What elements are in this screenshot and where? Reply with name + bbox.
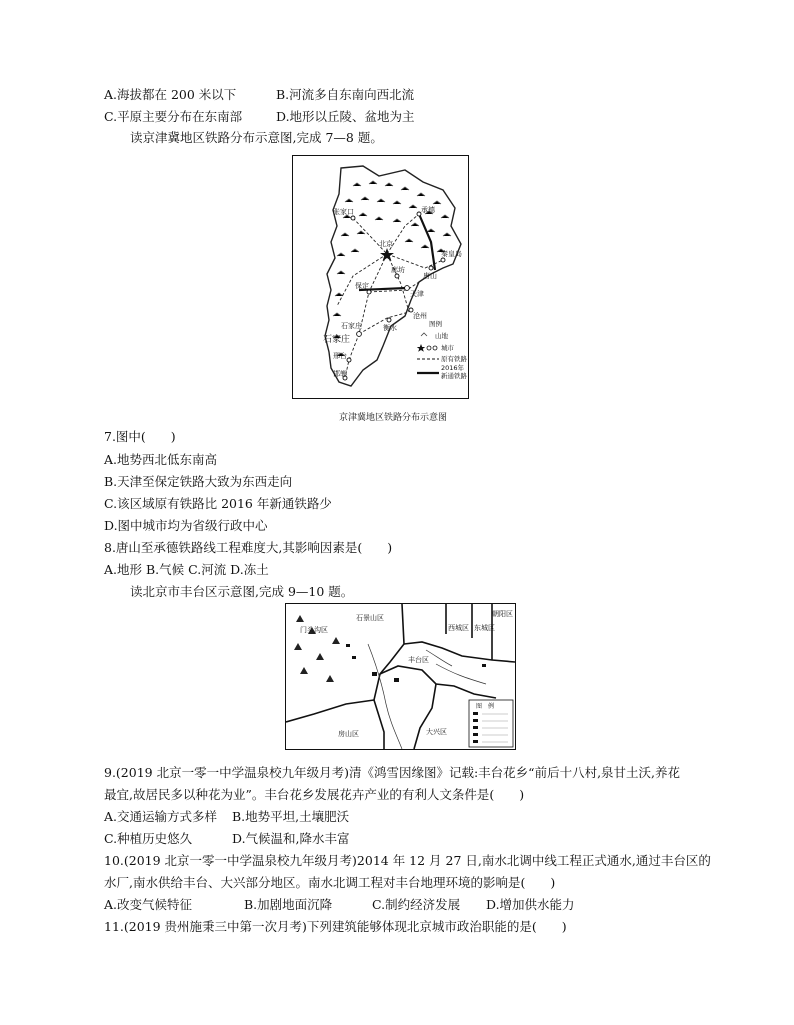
- legend-title: 图例: [429, 320, 442, 328]
- q6-option-c: C.平原主要分布在东南部: [104, 109, 243, 124]
- legend-old-rail-label: 原有铁路: [441, 355, 467, 363]
- district-label: 西城区: [448, 624, 469, 632]
- legend-new-rail-label-2: 新通铁路: [441, 372, 467, 380]
- district-label: 房山区: [338, 730, 359, 738]
- district-label: 大兴区: [426, 728, 447, 736]
- legend-mountain-label: 山地: [435, 332, 448, 340]
- q9-option-a: A.交通运输方式多样: [104, 809, 218, 824]
- q10-option-d: D.增加供水能力: [486, 897, 575, 912]
- city-label: 北京: [379, 240, 393, 248]
- legend-new-rail-label-1: 2016年: [441, 364, 465, 372]
- legend-city-icon: [427, 346, 431, 350]
- q10-option-a: A.改变气候特征: [104, 897, 193, 912]
- district-label: 丰台区: [408, 656, 429, 664]
- q7-stem: 7.图中( ): [104, 429, 176, 444]
- q9-option-b: B.地势平坦,土壤肥沃: [232, 809, 350, 824]
- city-label: 天津: [410, 290, 424, 298]
- city-label: 石家庄: [341, 322, 362, 330]
- map2-legend-title: 图 例: [476, 703, 495, 710]
- q7-option-b: B.天津至保定铁路大致为东西走向: [104, 474, 293, 489]
- q6-option-a: A.海拔都在 200 米以下: [104, 87, 237, 102]
- district-label: 门头沟区: [300, 626, 328, 634]
- city-label: 沧州: [413, 312, 427, 320]
- city-label: 廊坊: [391, 266, 405, 274]
- jingjinji-railway-map: [292, 155, 469, 399]
- intro-q7-8: 读京津冀地区铁路分布示意图,完成 7—8 题。: [130, 130, 383, 145]
- city-label: 邯郸: [333, 370, 347, 378]
- map1-legend: [417, 319, 468, 380]
- q6-option-d: D.地形以丘陵、盆地为主: [276, 109, 415, 124]
- legend-mountain-icon: [421, 333, 427, 336]
- city-label: 唐山: [423, 272, 437, 280]
- q11-stem: 11.(2019 贵州施秉三中第一次月考)下列建筑能够体现北京城市政治职能的是( ): [104, 919, 567, 934]
- legend-city-label: 城市: [441, 344, 454, 352]
- q10-stem-line1: 10.(2019 北京一零一中学温泉校九年级月考)2014 年 12 月 27 日,南水北调中线工程正式通水,通过丰台区的: [104, 853, 711, 868]
- q9-stem-line2: 最宜,故居民多以种花为业”。丰台花乡发展花卉产业的有利人文条件是( ): [104, 787, 525, 802]
- city-label: 邢台: [333, 352, 347, 360]
- shijiazhuang-big-label: 石家庄: [323, 335, 351, 345]
- city-label: 秦皇岛: [441, 250, 462, 258]
- q8-stem: 8.唐山至承德铁路线工程难度大,其影响因素是( ): [104, 540, 393, 555]
- city-label: 保定: [355, 282, 369, 290]
- map1-caption: 京津冀地区铁路分布示意图: [339, 413, 448, 423]
- legend-capital-icon: [417, 344, 425, 352]
- district-label: 东城区: [474, 624, 495, 632]
- district-label: 石景山区: [356, 614, 384, 622]
- q10-stem-line2: 水厂,南水供给丰台、大兴部分地区。南水北调工程对丰台地理环境的影响是( ): [104, 875, 556, 890]
- q10-option-c: C.制约经济发展: [372, 897, 461, 912]
- q7-option-d: D.图中城市均为省级行政中心: [104, 518, 268, 533]
- q9-option-d: D.气候温和,降水丰富: [232, 831, 350, 846]
- district-label: 朝阳区: [492, 610, 513, 618]
- q9-stem-line1: 9.(2019 北京一零一中学温泉校九年级月考)清《鸿雪因缘图》记载:丰台花乡“前后十八村,泉甘土沃,养花: [104, 765, 681, 780]
- map2-legend: [469, 700, 513, 747]
- q9-option-c: C.种植历史悠久: [104, 831, 193, 846]
- city-label: 承德: [421, 206, 435, 214]
- q7-option-a: A.地势西北低东南高: [104, 452, 218, 467]
- fengtai-map-svg: [286, 604, 515, 749]
- q8-options: A.地形 B.气候 C.河流 D.冻土: [104, 562, 269, 577]
- q7-option-c: C.该区域原有铁路比 2016 年新通铁路少: [104, 496, 332, 511]
- fengtai-district-map: [285, 603, 516, 750]
- q10-option-b: B.加剧地面沉降: [244, 897, 333, 912]
- city-label: 衡水: [383, 324, 397, 332]
- jingjinji-map-svg: [293, 156, 468, 398]
- city-label: 张家口: [333, 208, 354, 216]
- q6-option-b: B.河流多自东南向西北流: [276, 87, 415, 102]
- intro-q9-10: 读北京市丰台区示意图,完成 9—10 题。: [130, 584, 354, 599]
